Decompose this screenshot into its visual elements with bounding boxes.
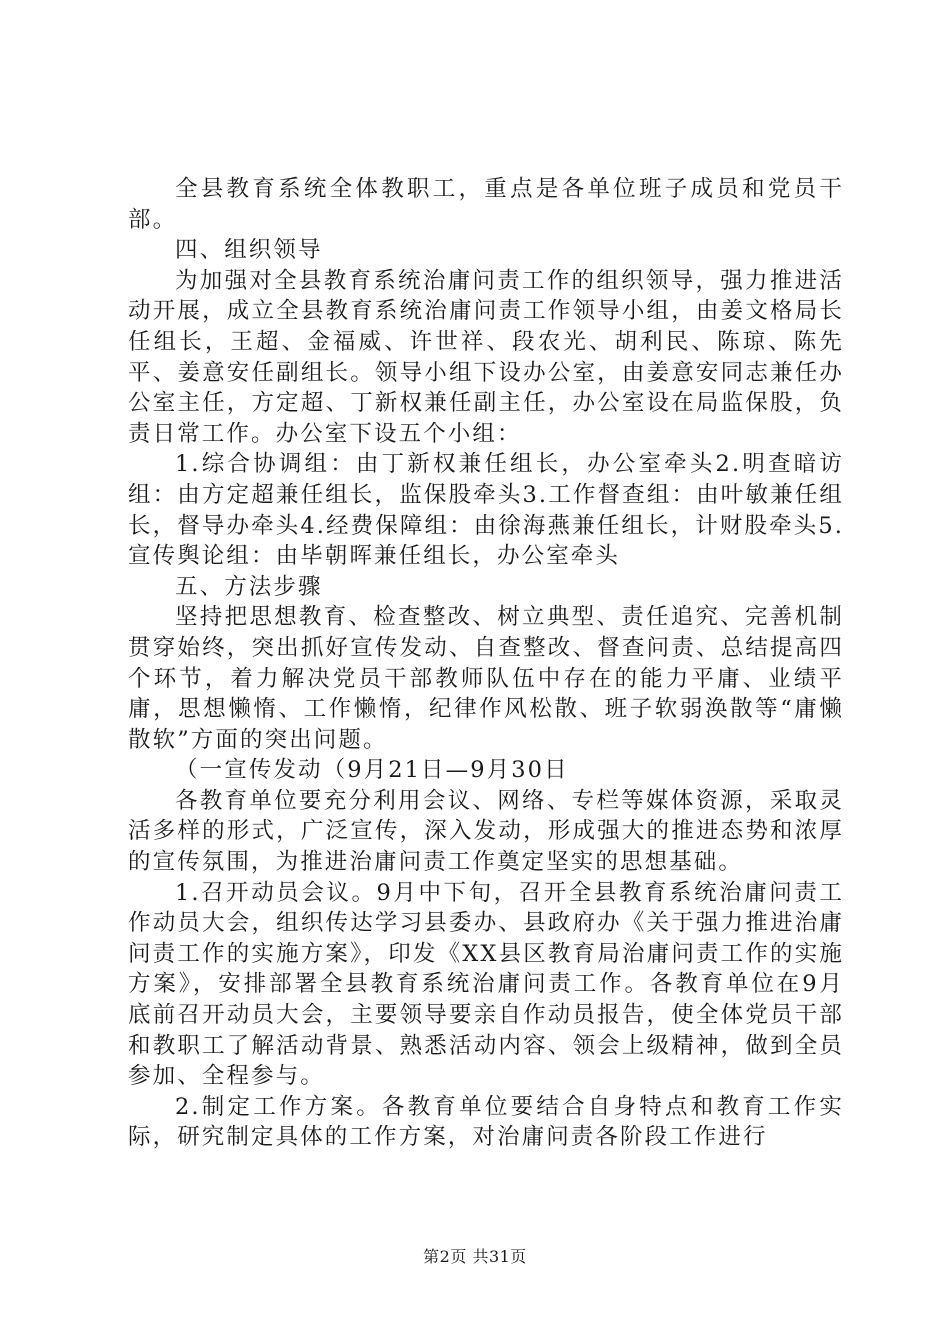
paragraph-scope: 全县教育系统全体教职工，重点是各单位班子成员和党员干部。 [128,176,844,233]
subheading-publicity: （一宣传发动（9月21日—9月30日 [175,757,569,784]
paragraph-methods: 坚持把思想教育、检查整改、树立典型、责任追究、完善机制贯穿始终，突出抓好宣传发动、自查整改、督查问责、总结提高四个环节，着力解决党员干部教师队伍中存在的能力平庸、业绩平庸，思想懒惰、工作懒惰，纪律作风松散、班子软弱涣散等“庸懒散软”方面的突出问题。 [128,604,844,753]
section-heading-organization: 四、组织领导 [175,237,323,264]
paragraph-leadership-group: 为加强对全县教育系统治庸问责工作的组织领导，强力推进活动开展，成立全县教育系统治庸问责工作领导小组，由姜文格局长任组长，王超、金福威、许世祥、段农光、胡利民、陈琼、陈先平、姜意安任副组长。领导小组下设办公室，由姜意安同志兼任办公室主任，方定超、丁新权兼任副主任，办公室设在局监保股，负责日常工作。办公室下设五个小组： [128,267,844,447]
page-footer: 第2页 共31页 [423,1247,527,1266]
section-heading-methods: 五、方法步骤 [175,573,323,600]
document-body [128,174,844,1153]
paragraph-publicity: 各教育单位要充分利用会议、网络、专栏等媒体资源，采取灵活多样的形式，广泛宣传，深入发动，形成强大的推进态势和浓厚的宣传氛围，为推进治庸问责工作奠定坚实的思想基础。 [128,787,844,876]
paragraph-work-plan: 2.制定工作方案。各教育单位要结合自身特点和教育工作实际，研究制定具体的工作方案，对治庸问责各阶段工作进行 [128,1093,844,1151]
paragraph-working-groups: 1.综合协调组：由丁新权兼任组长，办公室牵头2.明查暗访组：由方定超兼任组长，监保股牵头3.工作督查组：由叶敏兼任组长，督导办牵头4.经费保障组：由徐海燕兼任组长，计财股牵头5.宣传舆论组：由毕朝晖兼任组长，办公室牵头 [128,451,844,570]
paragraph-mobilization-meeting: 1.召开动员会议。9月中下旬，召开全县教育系统治庸问责工作动员大会，组织传达学习县委办、县政府办《关于强力推进治庸问责工作的实施方案》，印发《XX县区教育局治庸问责工作的实施方案》，安排部署全县教育系统治庸问责工作。各教育单位在9月底前召开动员大会，主要领导要亲自作动员报告，使全体党员干部和教职工了解活动背景、熟悉活动内容、领会上级精神，做到全员参加、全程参与。 [128,879,844,1090]
